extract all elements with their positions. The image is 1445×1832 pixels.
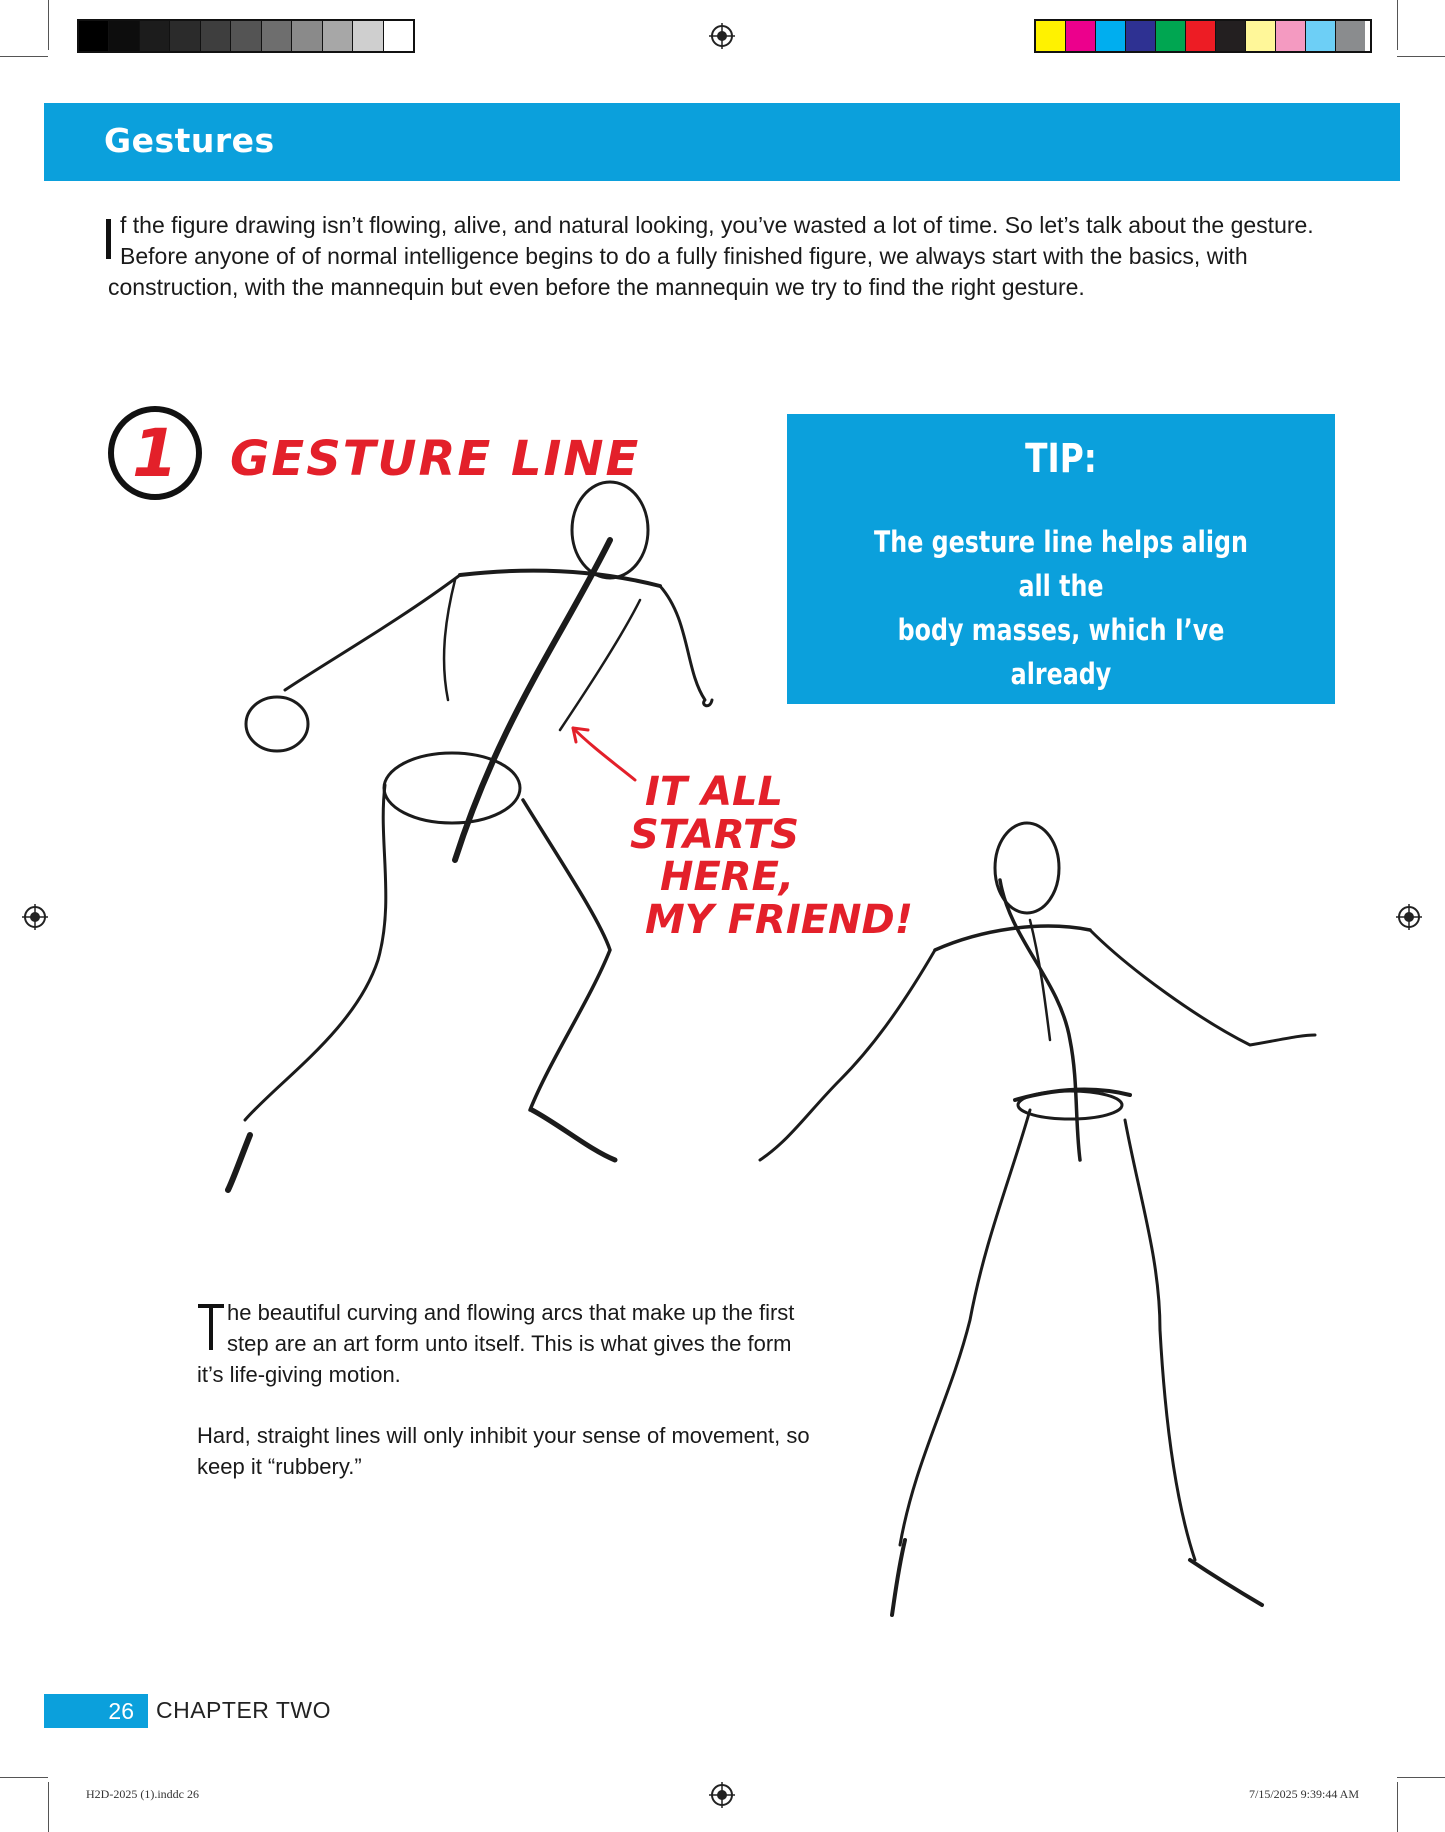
step-label: GESTURE LINE <box>230 431 641 487</box>
annotation-line-1: IT ALL <box>645 769 784 815</box>
page-number: 26 <box>44 1694 148 1728</box>
annotation-line-3: HERE, <box>660 854 795 900</box>
annotation-text <box>630 769 913 943</box>
intro-line-1: f the figure drawing isn’t flowing, alive, and natural looking, you’ve wasted a lot of time. So let’s talk about the gesture. <box>120 212 1314 238</box>
body-line-3: it’s life-giving motion. <box>197 1362 401 1387</box>
red-arrow-icon <box>573 728 635 780</box>
body-line-2: step are an art form unto itself. This is what gives the form <box>227 1331 792 1356</box>
annotation-line-4: MY FRIEND! <box>645 897 913 943</box>
tip-box <box>787 414 1335 735</box>
step-number-badge <box>111 409 199 497</box>
section-title: Gestures <box>104 121 275 160</box>
intro-line-2: Before anyone of of normal intelligence begins to do a fully finished figure, we always start with the basics, with <box>120 243 1248 269</box>
intro-line-3: construction, with the mannequin but even before the mannequin we try to find the right gesture. <box>108 274 1085 300</box>
tip-title: TIP: <box>1025 436 1097 482</box>
body-paragraphs <box>197 1297 837 1482</box>
tip-line-2: body masses, which I’ve already <box>897 613 1225 691</box>
body-line-1: he beautiful curving and flowing arcs that make up the first <box>227 1300 795 1325</box>
annotation-line-2: STARTS <box>630 812 800 858</box>
tip-text <box>861 520 1261 740</box>
tip-line-1: The gesture line helps align all the <box>874 525 1248 603</box>
body-line-4: Hard, straight lines will only inhibit your sense of movement, so <box>197 1423 810 1448</box>
step-number: 1 <box>132 415 178 492</box>
print-slug-filename: H2D-2025 (1).inddc 26 <box>86 1787 199 1801</box>
print-slug-timestamp: 7/15/2025 9:39:44 AM <box>1248 1787 1359 1801</box>
chapter-label: CHAPTER TWO <box>156 1697 332 1723</box>
tip-line-3: begun to indicate here. <box>903 701 1219 735</box>
body-line-5: keep it “rubbery.” <box>197 1454 362 1479</box>
